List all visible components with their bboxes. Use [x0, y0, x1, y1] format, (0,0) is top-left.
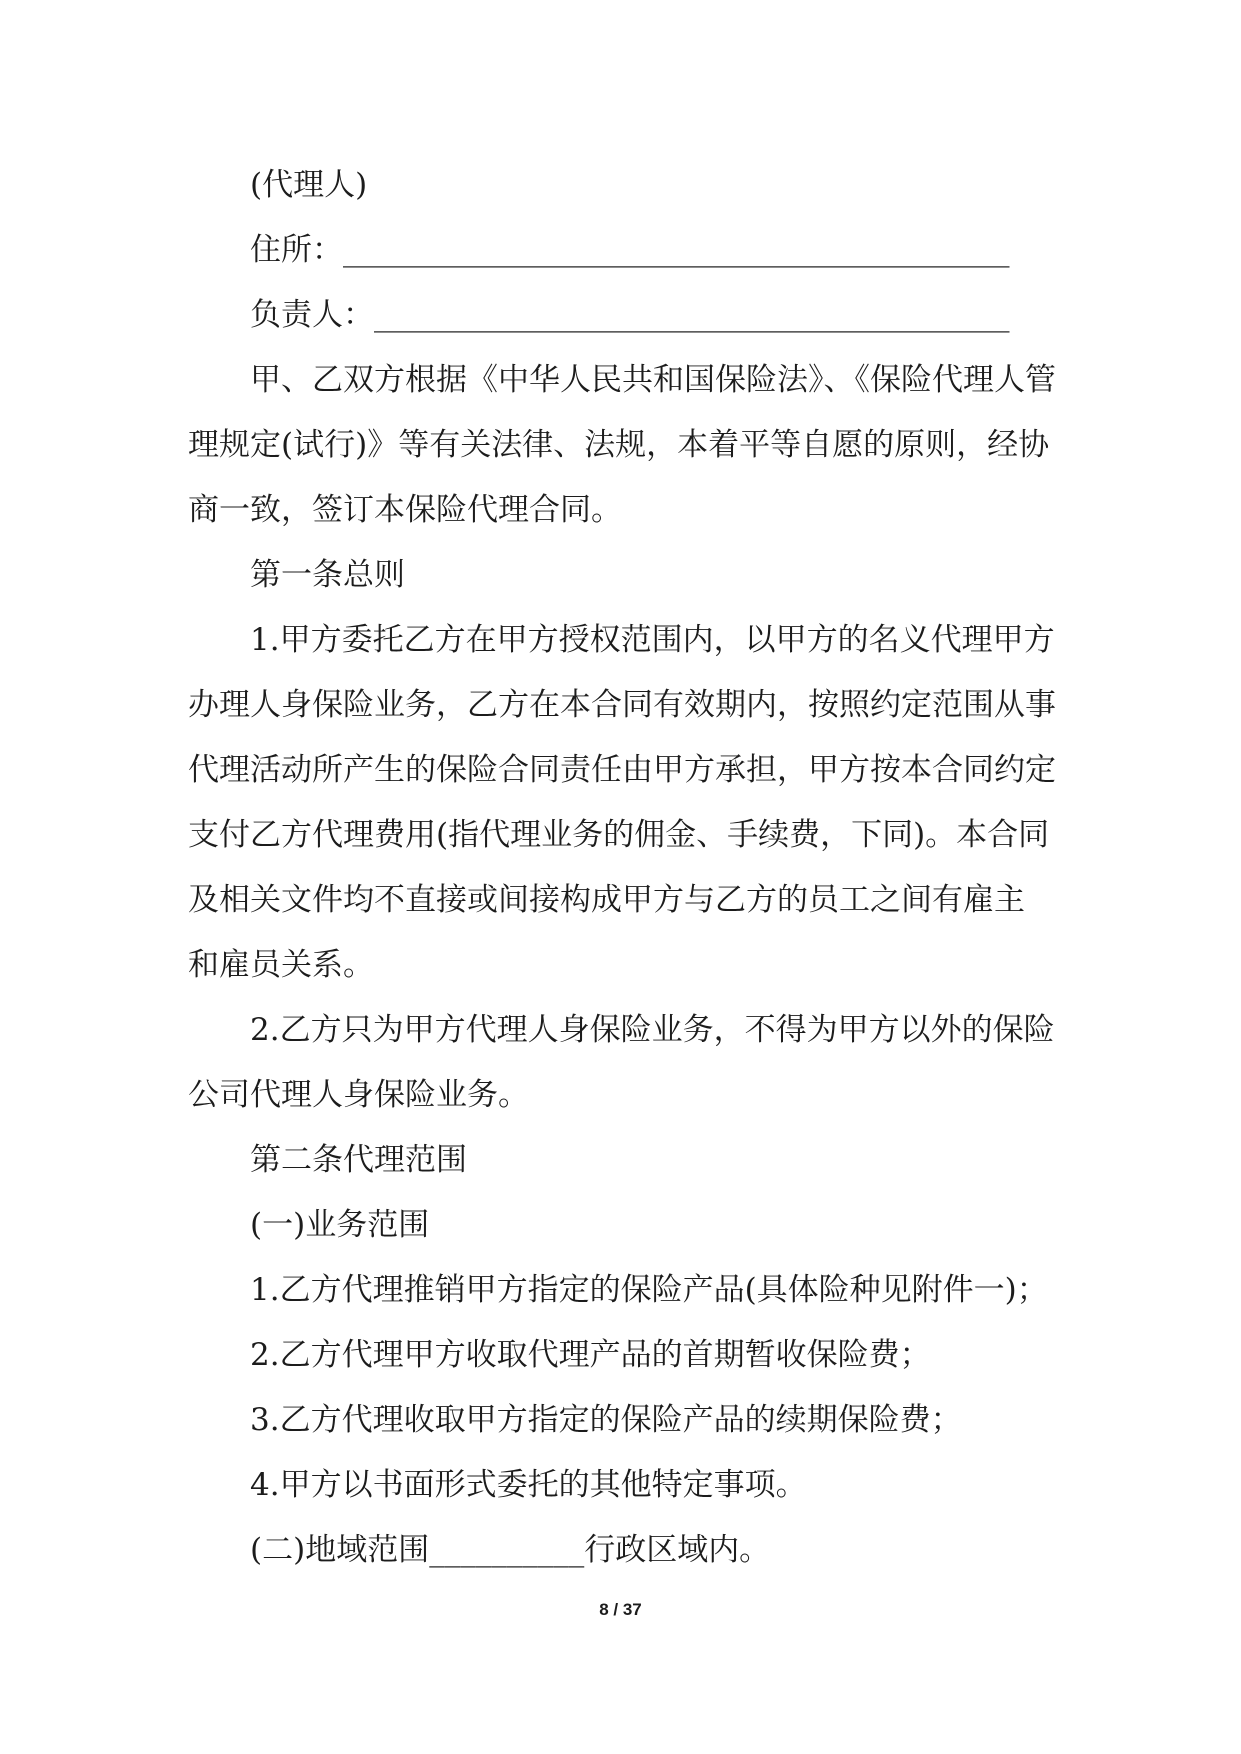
list-item: 1.乙方代理推销甲方指定的保险产品(具体险种见附件一)； [250, 1272, 1048, 1308]
text-line: 商一致，签订本保险代理合同。 [188, 492, 622, 528]
list-item: 2.乙方代理甲方收取代理产品的首期暂收保险费； [250, 1337, 931, 1373]
text-line: 办理人身保险业务，乙方在本合同有效期内，按照约定范围从事 [188, 687, 1056, 723]
text-line: 公司代理人身保险业务。 [188, 1077, 529, 1113]
list-item: 4.甲方以书面形式委托的其他特定事项。 [250, 1467, 807, 1503]
text-line: 理规定(试行)》等有关法律、法规，本着平等自愿的原则，经协 [188, 427, 1050, 463]
text-line: 2.乙方只为甲方代理人身保险业务，不得为甲方以外的保险 [250, 1012, 1055, 1048]
text-line: 及相关文件均不直接或间接构成甲方与乙方的员工之间有雇主 [188, 882, 1025, 918]
text-line: 代理活动所产生的保险合同责任由甲方承担，甲方按本合同约定 [188, 752, 1056, 788]
section-heading-article-1: 第一条总则 [250, 557, 405, 593]
text-line-responsible-person-field: 负责人：_________________________________________ [250, 297, 1010, 333]
subsection-heading-business-scope: (一)业务范围 [250, 1207, 430, 1243]
text-line-agent-heading: (代理人) [250, 167, 368, 203]
list-item: 3.乙方代理收取甲方指定的保险产品的续期保险费； [250, 1402, 962, 1438]
page-number: 8 / 37 [599, 1600, 642, 1619]
text-line: 和雇员关系。 [188, 947, 374, 983]
document-body [188, 153, 1058, 1583]
text-line: 支付乙方代理费用(指代理业务的佣金、手续费，下同)。本合同 [188, 817, 1050, 853]
section-heading-article-2: 第二条代理范围 [250, 1142, 467, 1178]
text-line: 1.甲方委托乙方在甲方授权范围内，以甲方的名义代理甲方 [250, 622, 1055, 658]
subsection-heading-geographic-scope: (二)地域范围__________行政区域内。 [250, 1532, 771, 1568]
text-line-address-field: 住所：___________________________________________ [250, 232, 1010, 268]
text-line: 甲、乙双方根据《中华人民共和国保险法》、《保险代理人管 [250, 362, 1056, 398]
